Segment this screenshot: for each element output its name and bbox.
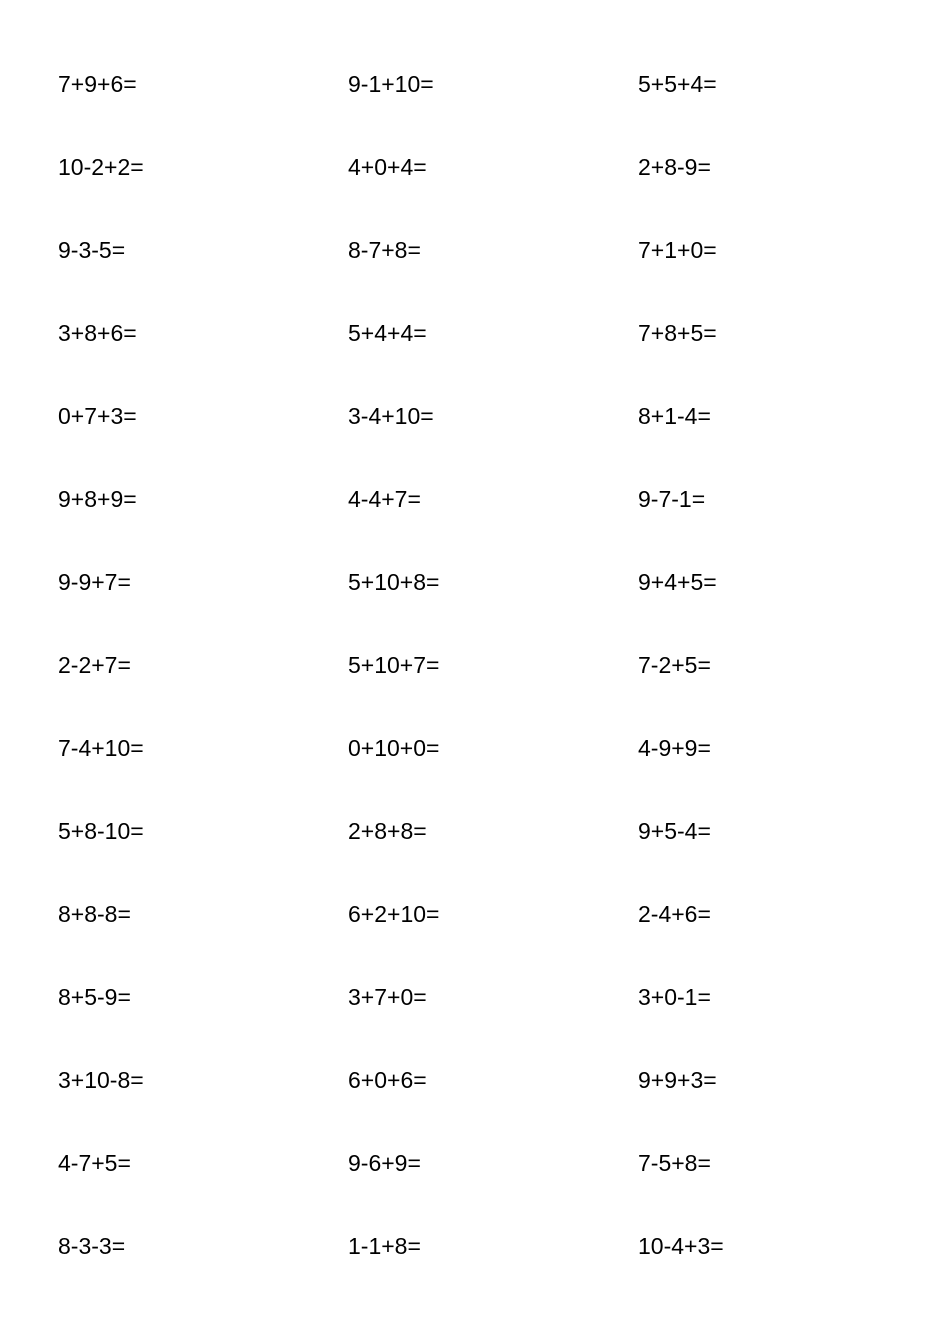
problem-row: [58, 149, 918, 232]
problem-row: [58, 398, 918, 481]
math-worksheet: [58, 66, 918, 1311]
problem: 5+5+4=: [638, 71, 717, 97]
problem: 10-2+2=: [58, 154, 144, 180]
problem: 3+0-1=: [638, 984, 711, 1010]
problem: 9-6+9=: [348, 1150, 421, 1176]
problem: 6+2+10=: [348, 901, 440, 927]
problem: 8-7+8=: [348, 237, 421, 263]
problem: 0+10+0=: [348, 735, 440, 761]
problem: 6+0+6=: [348, 1067, 427, 1093]
problem-row: [58, 481, 918, 564]
problem-row: [58, 979, 918, 1062]
problem: 3+7+0=: [348, 984, 427, 1010]
problem: 1-1+8=: [348, 1233, 421, 1259]
problem: 2+8+8=: [348, 818, 427, 844]
problem: 7+1+0=: [638, 237, 717, 263]
problem: 3+8+6=: [58, 320, 137, 346]
problem: 9+8+9=: [58, 486, 137, 512]
problem-row: [58, 730, 918, 813]
problem-row: [58, 315, 918, 398]
problem: 10-4+3=: [638, 1233, 724, 1259]
problem: 5+10+8=: [348, 569, 440, 595]
problem: 7-5+8=: [638, 1150, 711, 1176]
problem: 7-2+5=: [638, 652, 711, 678]
problem-row: [58, 1062, 918, 1145]
problem: 9+5-4=: [638, 818, 711, 844]
problem-row: [58, 1228, 918, 1311]
problem: 9+9+3=: [638, 1067, 717, 1093]
problem: 4-7+5=: [58, 1150, 131, 1176]
problem: 7-4+10=: [58, 735, 144, 761]
problem-row: [58, 66, 918, 149]
problem: 3+10-8=: [58, 1067, 144, 1093]
problem-row: [58, 813, 918, 896]
problem: 8+1-4=: [638, 403, 711, 429]
problem: 9-7-1=: [638, 486, 706, 512]
problem-row: [58, 564, 918, 647]
problem: 2-2+7=: [58, 652, 131, 678]
problem: 5+8-10=: [58, 818, 144, 844]
problem-row: [58, 232, 918, 315]
problem: 7+8+5=: [638, 320, 717, 346]
problem: 9-9+7=: [58, 569, 131, 595]
problem: 7+9+6=: [58, 71, 137, 97]
problem: 9+4+5=: [638, 569, 717, 595]
problem: 4+0+4=: [348, 154, 427, 180]
problem: 2-4+6=: [638, 901, 711, 927]
problem: 4-9+9=: [638, 735, 711, 761]
problem: 8+8-8=: [58, 901, 131, 927]
problem: 9-1+10=: [348, 71, 434, 97]
problem: 8-3-3=: [58, 1233, 126, 1259]
problem-row: [58, 1145, 918, 1228]
problem: 3-4+10=: [348, 403, 434, 429]
problem: 2+8-9=: [638, 154, 711, 180]
problem-row: [58, 647, 918, 730]
problem: 9-3-5=: [58, 237, 126, 263]
problem-row: [58, 896, 918, 979]
problem: 8+5-9=: [58, 984, 131, 1010]
problem: 5+10+7=: [348, 652, 440, 678]
problem: 5+4+4=: [348, 320, 427, 346]
problem: 4-4+7=: [348, 486, 421, 512]
problem: 0+7+3=: [58, 403, 137, 429]
